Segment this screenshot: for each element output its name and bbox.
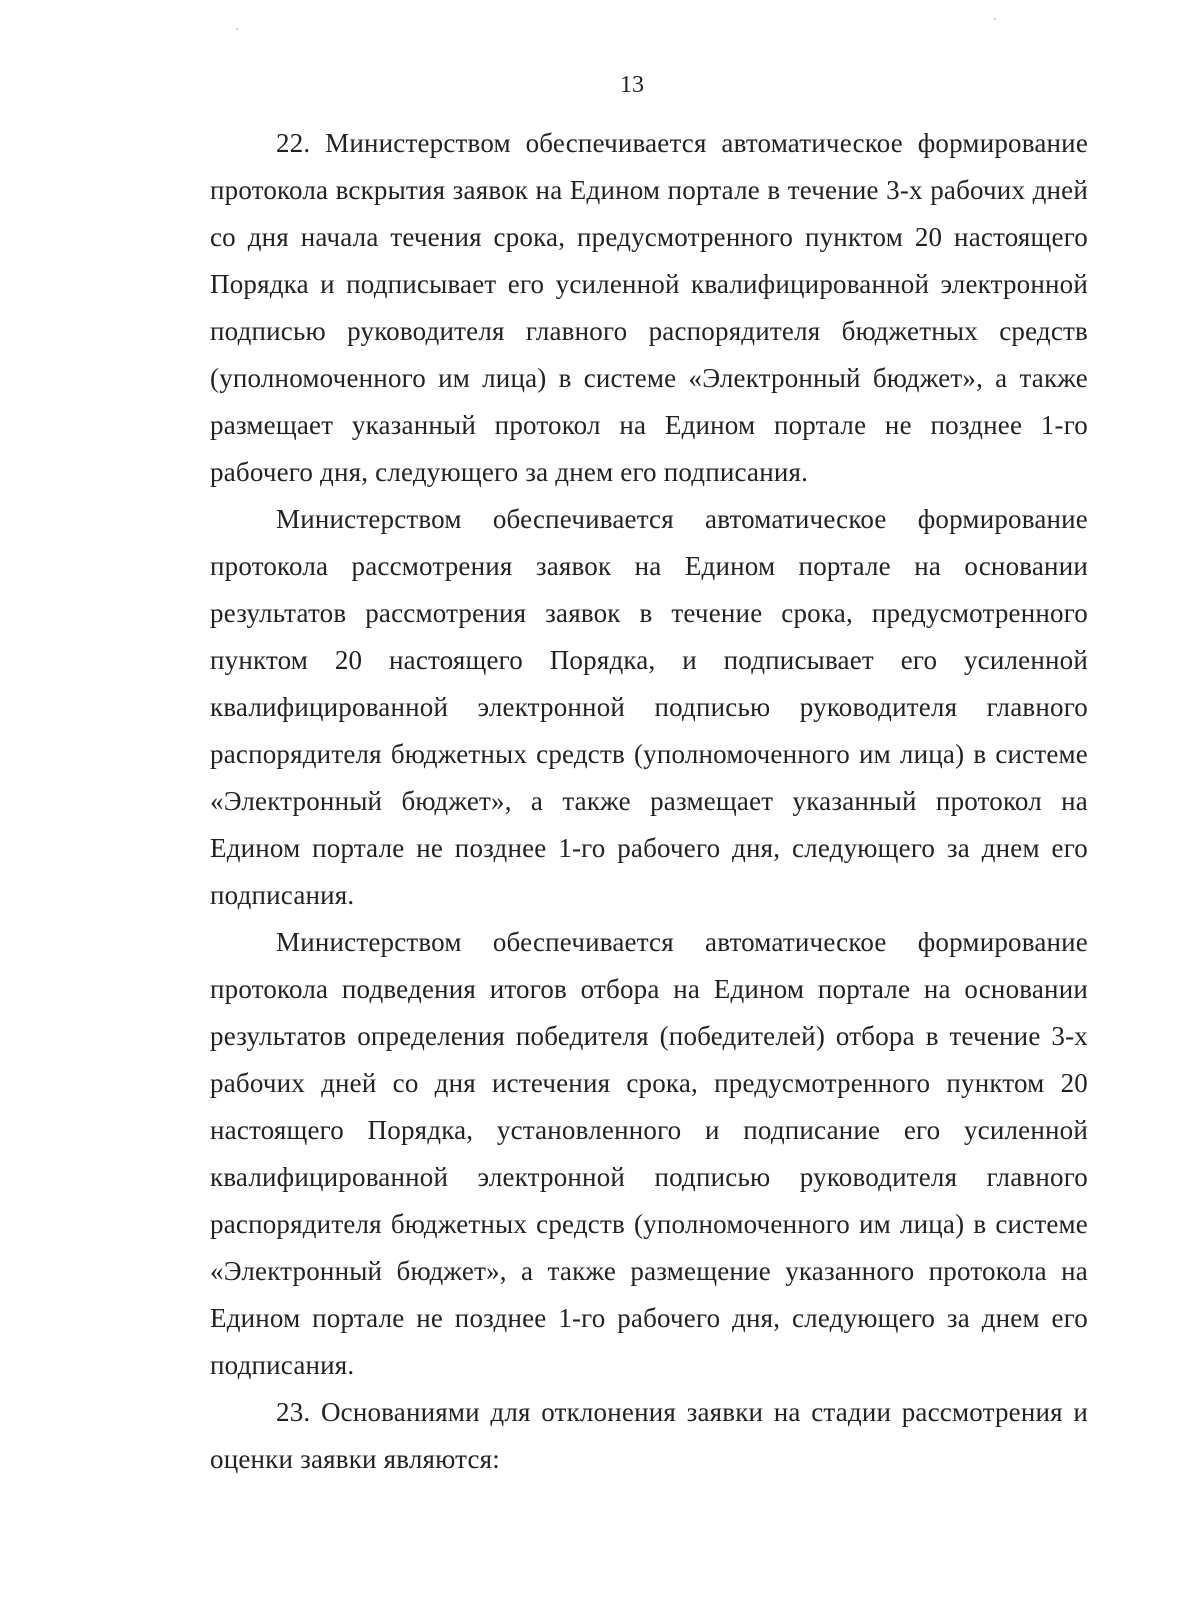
- paragraph-23: 23. Основаниями для отклонения заявки на стадии рассмотрения и оценки заявки являются:: [210, 1397, 1088, 1474]
- scan-speck: [236, 28, 238, 30]
- document-body: [210, 120, 1088, 1483]
- page-number: 13: [620, 72, 644, 98]
- paragraph-22: 22. Министерством обеспечивается автоматическое формирование протокола вскрытия заявок на Едином портале в течение 3-х рабочих дней со дня начала течения срока, предусмотренного пунктом 20 настоящего Порядка и подписывает его усиленной квалифицированной электронной подписью руководителя главного распорядителя бюджетных средств (уполномоченного им лица) в системе «Электронный бюджет», а также размещает указанный протокол на Едином портале не позднее 1-го рабочего дня, следующего за днем его подписания.: [210, 128, 1088, 487]
- paragraph-results-protocol: Министерством обеспечивается автоматическое формирование протокола подведения итогов отбора на Едином портале на основании результатов определения победителя (победителей) отбора в течение 3-х рабочих дней со дня истечения срока, предусмотренного пунктом 20 настоящего Порядка, установленного и подписание его усиленной квалифицированной электронной подписью руководителя главного распорядителя бюджетных средств (уполномоченного им лица) в системе «Электронный бюджет», а также размещение указанного протокола на Едином портале не позднее 1-го рабочего дня, следующего за днем его подписания.: [210, 927, 1088, 1380]
- paragraph-opening-protocol: Министерством обеспечивается автоматическое формирование протокола рассмотрения заявок на Едином портале на основании результатов рассмотрения заявок в течение срока, предусмотренного пунктом 20 настоящего Порядка, и подписывает его усиленной квалифицированной электронной подписью руководителя главного распорядителя бюджетных средств (уполномоченного им лица) в системе «Электронный бюджет», а также размещает указанный протокол на Едином портале не позднее 1-го рабочего дня, следующего за днем его подписания.: [210, 504, 1088, 910]
- scan-speck: [994, 18, 996, 20]
